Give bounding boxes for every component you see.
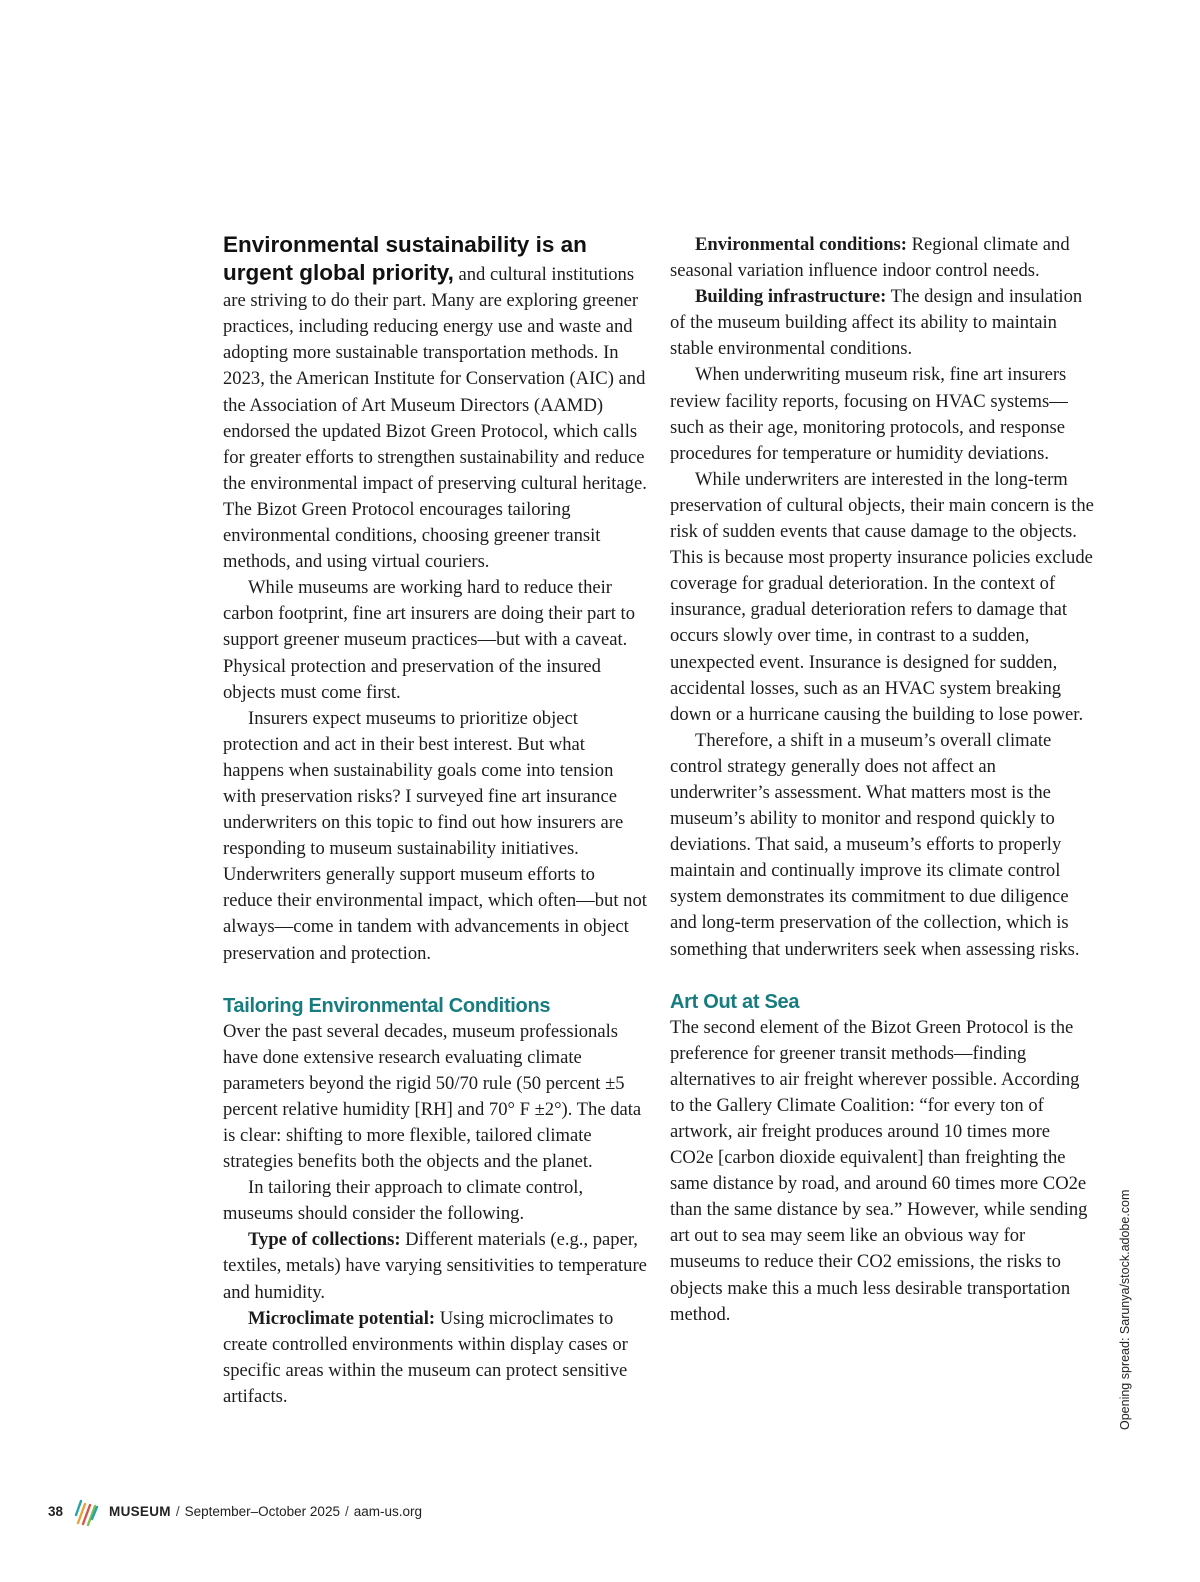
term-text: Different materials (e.g., paper, textiles, metals) have varying sensitivities to temperature and humidity. bbox=[223, 1229, 647, 1303]
paragraph bbox=[223, 1227, 648, 1305]
publication-name: MUSEUM bbox=[109, 1503, 171, 1519]
paragraph: The second element of the Bizot Green Protocol is the preference for greener transit methods—finding alternatives to air freight wherever possible. According to the Gallery Climate Coalition: “for every ton of artwork, air freight produces around 10 times more CO2e [carbon dioxide equivalent] than freighting the same distance by road, and around 60 times more CO2e than the same distance by sea.” However, while sending art out to sea may seem like an obvious way for museums to reduce their CO2 emissions, the risks to objects make this a much less desirable transportation method. bbox=[670, 1016, 1088, 1325]
paragraph: Over the past several decades, museum professionals have done extensive research evaluating climate parameters beyond the rigid 50/70 rule (50 percent ±5 percent relative humidity [RH] and 70° F ±2°). The data is clear: shifting to more flexible, tailored climate strategies benefits both the objects and the planet. bbox=[223, 1020, 642, 1173]
website-link[interactable]: aam-us.org bbox=[353, 1503, 423, 1519]
section-heading: Art Out at Sea bbox=[670, 990, 800, 1013]
footer-separator: / bbox=[175, 1503, 180, 1519]
term-label: Microclimate potential: bbox=[248, 1307, 436, 1329]
paragraph: Insurers expect museums to prioritize object protection and act in their best interest. But what happens when sustainability goals come into tension with preservation risks? I surveyed fine art insurance underwriters on this topic to find out how insurers are responding to museum sustainability initiatives. Underwriters generally support museum efforts to reduce their environmental impact, which often—but not always—come in tandem with advancements in object preservation and protection. bbox=[223, 707, 647, 964]
article-column-right bbox=[670, 232, 1095, 1328]
lead-in: Environmental sustainability is an urgent global priority, bbox=[223, 232, 587, 286]
term-text: The design and insulation of the museum building affect its ability to maintain stable environmental conditions. bbox=[670, 286, 1083, 360]
intro-text: and cultural institutions are striving to do their part. Many are exploring greener practices, including reducing energy use and waste and adopting more sustainable transportation methods. In 2023, the American Institute for Conservation (AIC) and the Association of Art Museum Directors (AAMD) endorsed the updated Bizot Green Protocol, which calls for greater efforts to strengthen sustainability and reduce the environmental impact of preserving cultural heritage. The Bizot Green Protocol encourages tailoring environmental conditions, choosing greener transit methods, and using virtual couriers. bbox=[223, 264, 647, 573]
issue-date: September–October 2025 bbox=[184, 1503, 340, 1519]
paragraph: In tailoring their approach to climate control, museums should consider the following. bbox=[223, 1177, 584, 1225]
term-text: Regional climate and seasonal variation influence indoor control needs. bbox=[670, 234, 1070, 282]
photo-credit: Opening spread: Sarunya/stock.adobe.com bbox=[1118, 1189, 1132, 1430]
paragraph bbox=[670, 284, 1095, 362]
section-heading: Tailoring Environmental Conditions bbox=[223, 994, 551, 1017]
article-column-left bbox=[223, 232, 648, 1410]
paragraph: While museums are working hard to reduce their carbon footprint, fine art insurers are doing their part to support greener museum practices—but with a caveat. Physical protection and preservation of the insured objects must come first. bbox=[223, 577, 636, 703]
paragraph: Therefore, a shift in a museum’s overall climate control strategy generally does not affect an underwriter’s assessment. What matters most is the museum’s ability to monitor and respond quickly to deviations. That said, a museum’s efforts to properly maintain and continually improve its climate control system demonstrates its commitment to due diligence and long-term preservation of the collection, which is something that underwriters seek when assessing risks. bbox=[670, 729, 1080, 960]
paragraph bbox=[670, 232, 1095, 284]
term-text: Using microclimates to create controlled environments within display cases or specific areas within the museum can protect sensitive artifacts. bbox=[223, 1307, 628, 1407]
intro-paragraph bbox=[223, 232, 648, 575]
page-number: 38 bbox=[48, 1503, 64, 1519]
aam-logo-icon bbox=[73, 1495, 99, 1527]
term-label: Type of collections: bbox=[248, 1229, 401, 1251]
paragraph: While underwriters are interested in the long-term preservation of cultural objects, their main concern is the risk of sudden events that cause damage to the objects. This is because most property insurance policies exclude coverage for gradual deterioration. In the context of insurance, gradual deterioration refers to damage that occurs slowly over time, in contrast to a sudden, unexpected event. Insurance is designed for sudden, accidental losses, such as an HVAC system breaking down or a hurricane causing the building to lose power. bbox=[670, 468, 1094, 725]
paragraph: When underwriting museum risk, fine art insurers review facility reports, focusing on HVAC systems—such as their age, monitoring protocols, and response procedures for temperature or humidity deviations. bbox=[670, 364, 1068, 464]
term-label: Environmental conditions: bbox=[695, 234, 907, 255]
paragraph bbox=[223, 1306, 648, 1410]
footer-separator: / bbox=[344, 1503, 349, 1519]
term-label: Building infrastructure: bbox=[695, 286, 887, 308]
page-footer bbox=[48, 1494, 422, 1528]
